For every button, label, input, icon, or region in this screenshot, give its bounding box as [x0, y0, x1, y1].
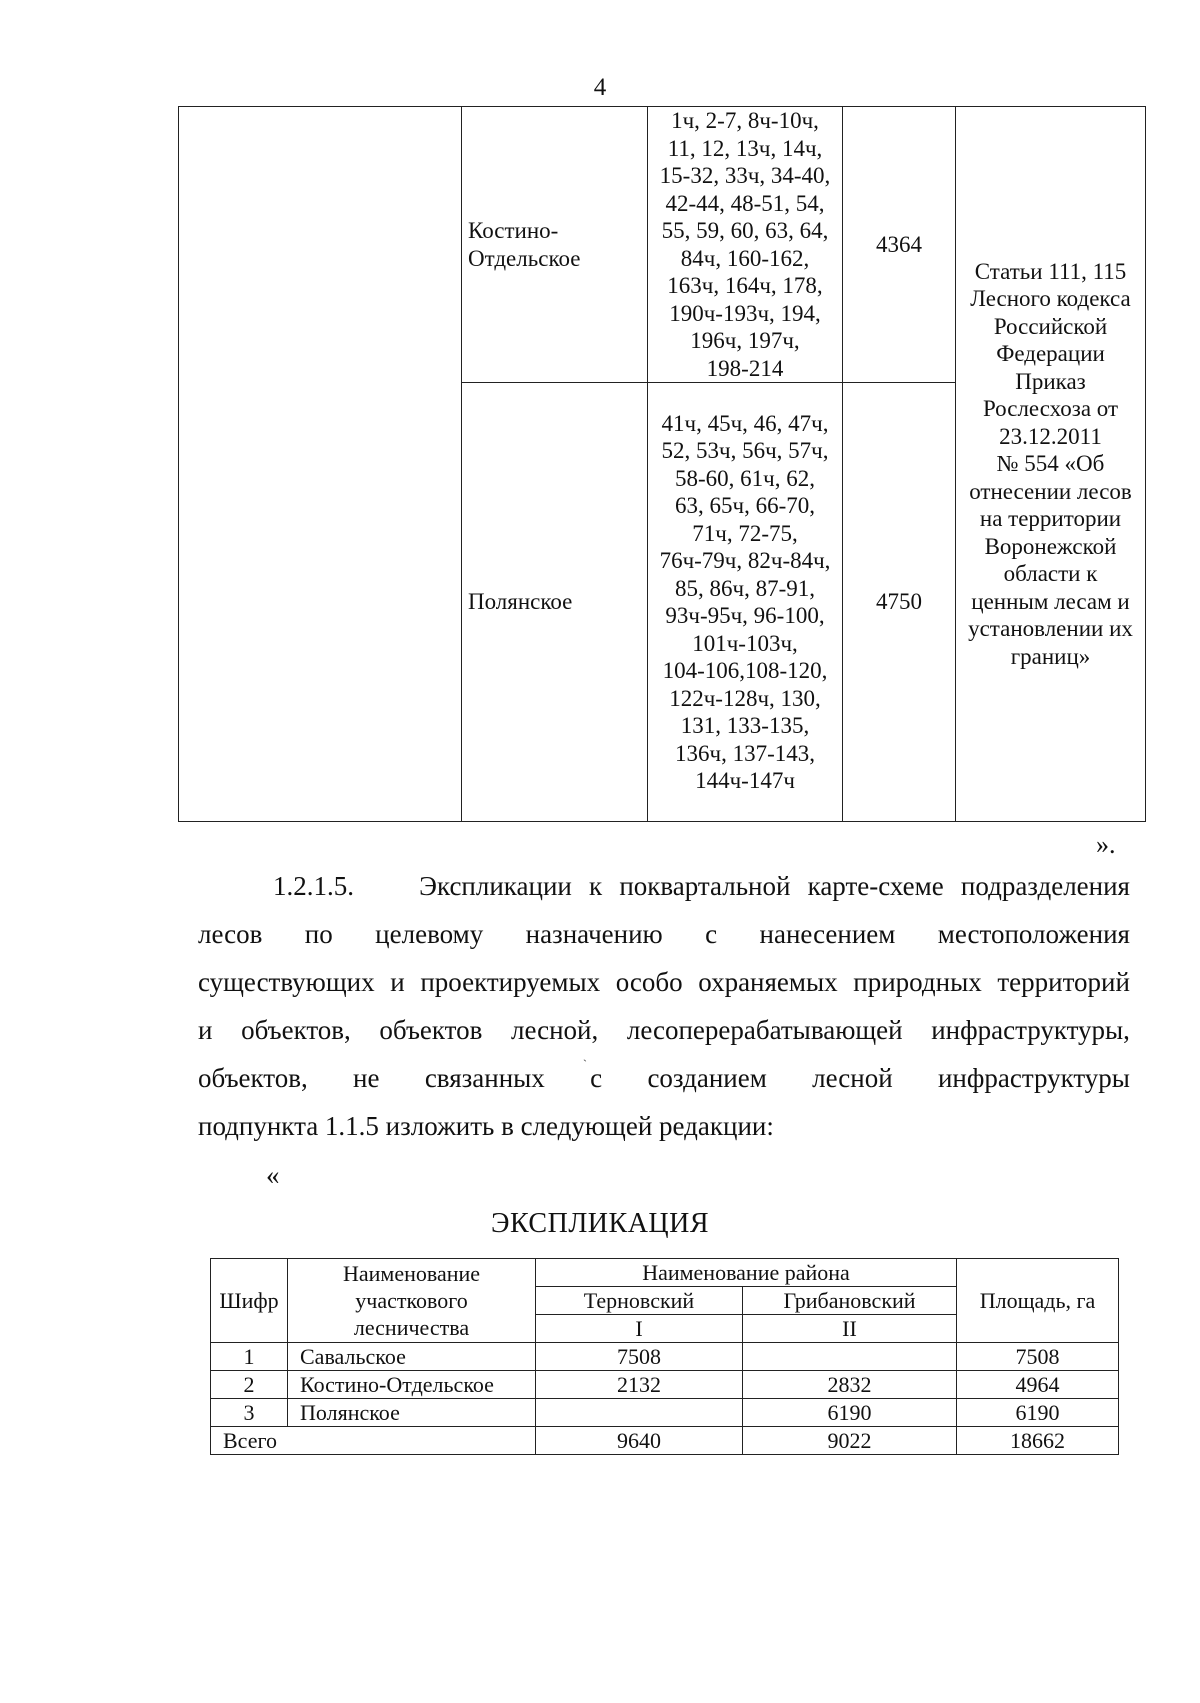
scan-artifact: ˎ: [583, 1048, 587, 1062]
gribanovsky-cell: 2832: [743, 1371, 957, 1399]
total-ternovsky: 9640: [536, 1427, 743, 1455]
district-ternovsky-number: I: [536, 1315, 743, 1343]
table-header-row: [211, 1259, 1119, 1287]
explication-table: [210, 1258, 1119, 1455]
forestry-name-cell: Полянское: [288, 1399, 536, 1427]
area-header: Площадь, га: [957, 1259, 1119, 1343]
code-cell: 2: [211, 1371, 288, 1399]
code-cell: 1: [211, 1343, 288, 1371]
area-cell: 4364: [843, 107, 956, 383]
paragraph-line: подпункта 1.1.5 изложить в следующей редакции:: [198, 1111, 774, 1141]
area-cell: 6190: [957, 1399, 1119, 1427]
forestry-name-cell: Савальское: [288, 1343, 536, 1371]
table-row: [211, 1399, 1119, 1427]
paragraph-line: и объектов, объектов лесной, лесоперерабатывающей инфраструктуры,: [198, 1015, 1130, 1045]
forestry-name-cell: Костино-Отдельское: [288, 1371, 536, 1399]
ternovsky-cell: [536, 1399, 743, 1427]
quarters-cell: 1ч, 2-7, 8ч-10ч, 11, 12, 13ч, 14ч, 15-32, 33ч, 34-40, 42-44, 48-51, 54, 55, 59, 60, 63, 64, 84ч, 160-162, 163ч, 164ч, 178, 190ч-193ч, 194, 196ч, 197ч, 198-214: [648, 107, 843, 383]
quarters-cell: 41ч, 45ч, 46, 47ч, 52, 53ч, 56ч, 57ч, 58-60, 61ч, 62, 63, 65ч, 66-70, 71ч, 72-75, 76ч-79ч, 82ч-84ч, 85, 86ч, 87-91, 93ч-95ч, 96-100, 101ч-103ч, 104-106,108-120, 122ч-128ч, 130, 131, 133-135, 136ч, 137-143, 144ч-147ч: [648, 383, 843, 822]
area-cell: 4750: [843, 383, 956, 822]
area-cell: 7508: [957, 1343, 1119, 1371]
district-ternovsky-header: Терновский: [536, 1287, 743, 1315]
page-number: 4: [593, 74, 607, 101]
code-cell: 3: [211, 1399, 288, 1427]
total-label: Всего: [211, 1427, 536, 1455]
district-gribanovsky-header: Грибановский: [743, 1287, 957, 1315]
forestry-header: Наименование участкового лесничества: [288, 1259, 536, 1343]
legal-basis-cell: Статьи 111, 115 Лесного кодекса Российской Федерации Приказ Рослесхоза от 23.12.2011 № 554 «Об отнесении лесов на территории Воронежской области к ценным лесам и установлении их границ»: [956, 107, 1146, 822]
table-row: [211, 1343, 1119, 1371]
district-gribanovsky-number: II: [743, 1315, 957, 1343]
paragraph-line: существующих и проектируемых особо охраняемых природных территорий: [198, 967, 1130, 997]
total-area: 18662: [957, 1427, 1119, 1455]
paragraph-number: 1.2.1.5.: [273, 871, 354, 901]
area-cell: 4964: [957, 1371, 1119, 1399]
closing-quote: ».: [1096, 830, 1116, 859]
total-gribanovsky: 9022: [743, 1427, 957, 1455]
gribanovsky-cell: 6190: [743, 1399, 957, 1427]
forestry-name-cell: Полянское: [462, 383, 648, 822]
ternovsky-cell: 7508: [536, 1343, 743, 1371]
paragraph-line: лесов по целевому назначению с нанесением местоположения: [198, 919, 1130, 949]
empty-cell: [179, 107, 462, 822]
forestry-name-cell: Костино- Отдельское: [462, 107, 648, 383]
paragraph-line: 1.2.1.5. Экспликации к поквартальной карте-схеме подразделения: [198, 862, 1130, 910]
table-row: [211, 1371, 1119, 1399]
district-header: Наименование района: [536, 1259, 957, 1287]
ternovsky-cell: 2132: [536, 1371, 743, 1399]
paragraph-line: объектов, не связанных с созданием лесной инфраструктуры: [198, 1063, 1130, 1093]
forest-quarters-table: [178, 106, 1146, 822]
total-row: [211, 1427, 1119, 1455]
body-paragraph: [198, 862, 1130, 1150]
code-header: Шифр: [211, 1259, 288, 1343]
table-row: [179, 107, 1146, 383]
opening-quote: «: [266, 1160, 280, 1190]
explication-title: ЭКСПЛИКАЦИЯ: [490, 1208, 710, 1239]
gribanovsky-cell: [743, 1343, 957, 1371]
